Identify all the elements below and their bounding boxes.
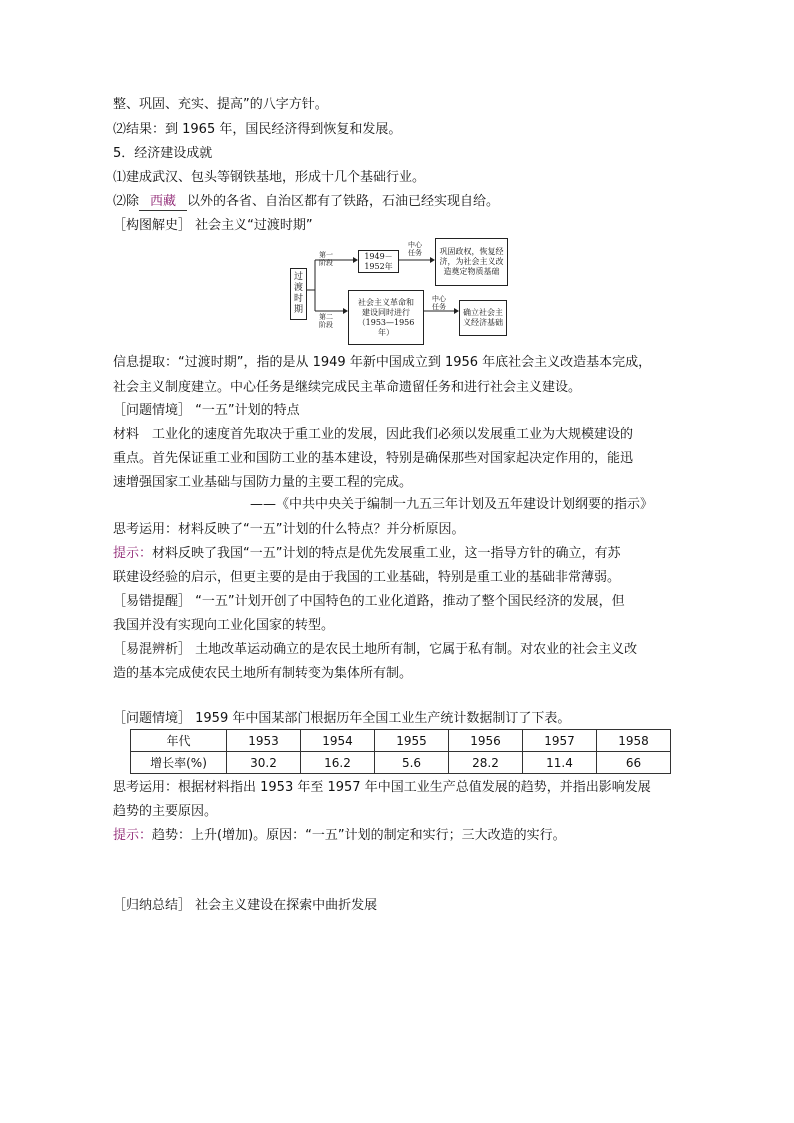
para-line (113, 194, 499, 211)
table-cell: 66 (597, 752, 671, 774)
material-line: 重点。首先保证重工业和国防工业的基本建设，特别是确保那些对国家起决定作用的，能迅 (113, 451, 634, 466)
para-line: 整、巩固、充实、提高”的八字方针。 (113, 97, 328, 112)
tip-line: ［易混辨析］ 土地改革运动确立的是农民土地所有制，它属于私有制。对农业的社会主义改 (113, 642, 638, 657)
table-row (131, 752, 671, 774)
para-line: ⑴建成武汉、包头等钢铁基地，形成十几个基础行业。 (113, 170, 426, 185)
growth-rate-table (130, 729, 671, 774)
tip-line: 造的基本完成使农民土地所有制转变为集体所有制。 (113, 666, 413, 681)
table-row (131, 730, 671, 752)
table-header-cell: 年代 (131, 730, 227, 752)
question-line: 思考运用：根据材料指出 1953 年至 1957 年中国工业生产总值发展的趋势，并指出影响发展 (113, 780, 651, 795)
tip-line: ［易错提醒］ “一五”计划开创了中国特色的工业化道路，推动了整个国民经济的发展，但 (113, 594, 625, 609)
hint-label: 提示： (113, 828, 153, 843)
section-label: ［问题情境］ “一五”计划的特点 (113, 403, 300, 418)
material-line: 材料 工业化的速度首先取决于重工业的发展，因此我们必须以发展重工业为大规模建设的 (113, 427, 634, 442)
hint-label: 提示： (113, 546, 153, 561)
info-line: 信息提取：“过渡时期”，指的是从 1949 年新中国成立到 1956 年底社会主义改造基本完成， (113, 355, 652, 370)
tip-line: 我国并没有实现向工业化国家的转型。 (113, 618, 335, 633)
source-citation: ——《中共中央关于编制一九五三年计划及五年建设计划纲要的指示》 (250, 497, 654, 512)
task-label-1: 中心任务 (408, 241, 422, 257)
question-line: 趋势的主要原因。 (113, 804, 218, 819)
period2-box: 社会主义革命和建设同时进行（1953—1956年） (348, 290, 424, 345)
table-cell: 1958 (597, 730, 671, 752)
task2-box: 确立社会主义经济基础 (459, 300, 507, 336)
transition-period-diagram (287, 238, 509, 350)
root-box: 过渡时期 (290, 268, 307, 320)
stage1-label: 第一阶段 (319, 251, 333, 267)
table-cell: 30.2 (227, 752, 301, 774)
table-cell: 28.2 (449, 752, 523, 774)
table-cell: 11.4 (523, 752, 597, 774)
para-line: ⑵结果：到 1965 年，国民经济得到恢复和发展。 (113, 122, 402, 137)
hint-text: 材料反映了我国“一五”计划的特点是优先发展重工业，这一指导方针的确立，有苏 (152, 546, 621, 561)
task-label-2: 中心任务 (432, 295, 446, 311)
stage2-label: 第二阶段 (319, 313, 333, 329)
table-cell: 16.2 (301, 752, 375, 774)
table-cell: 1955 (375, 730, 449, 752)
table-cell: 1953 (227, 730, 301, 752)
table-cell: 1956 (449, 730, 523, 752)
task1-box: 巩固政权，恢复经济，为社会主义改造奠定物质基础 (435, 238, 508, 286)
line-suffix: 以外的各省、自治区都有了铁路，石油已经实现自给。 (187, 194, 500, 209)
table-header-cell: 增长率(%) (131, 752, 227, 774)
table-cell: 5.6 (375, 752, 449, 774)
hint-line: 联建设经验的启示，但更主要的是由于我国的工业基础，特别是重工业的基础非常薄弱。 (113, 570, 621, 585)
hint-line (113, 546, 621, 562)
line-prefix: ⑵除 (113, 194, 140, 209)
section-label: ［构图解史］ 社会主义“过渡时期” (113, 218, 313, 233)
section-label: ［问题情境］ 1959 年中国某部门根据历年全国工业生产统计数据制订了下表。 (113, 711, 571, 726)
hint-text: 趋势：上升(增加)。原因：“一五”计划的制定和实行；三大改造的实行。 (152, 828, 566, 843)
info-line: 社会主义制度建立。中心任务是继续完成民主革命遗留任务和进行社会主义建设。 (113, 380, 582, 395)
question-line: 思考运用：材料反映了“一五”计划的什么特点？并分析原因。 (113, 522, 465, 537)
section-label: ［归纳总结］ 社会主义建设在探索中曲折发展 (113, 898, 378, 913)
hint-line (113, 828, 566, 844)
table-cell: 1957 (523, 730, 597, 752)
section-heading: 5．经济建设成就 (113, 146, 213, 161)
table-cell: 1954 (301, 730, 375, 752)
period1-box: 1949－1952年 (358, 250, 399, 273)
fill-blank-answer: 西藏 (139, 194, 187, 211)
material-line: 速增强国家工业基础与国防力量的主要工程的完成。 (113, 475, 413, 490)
